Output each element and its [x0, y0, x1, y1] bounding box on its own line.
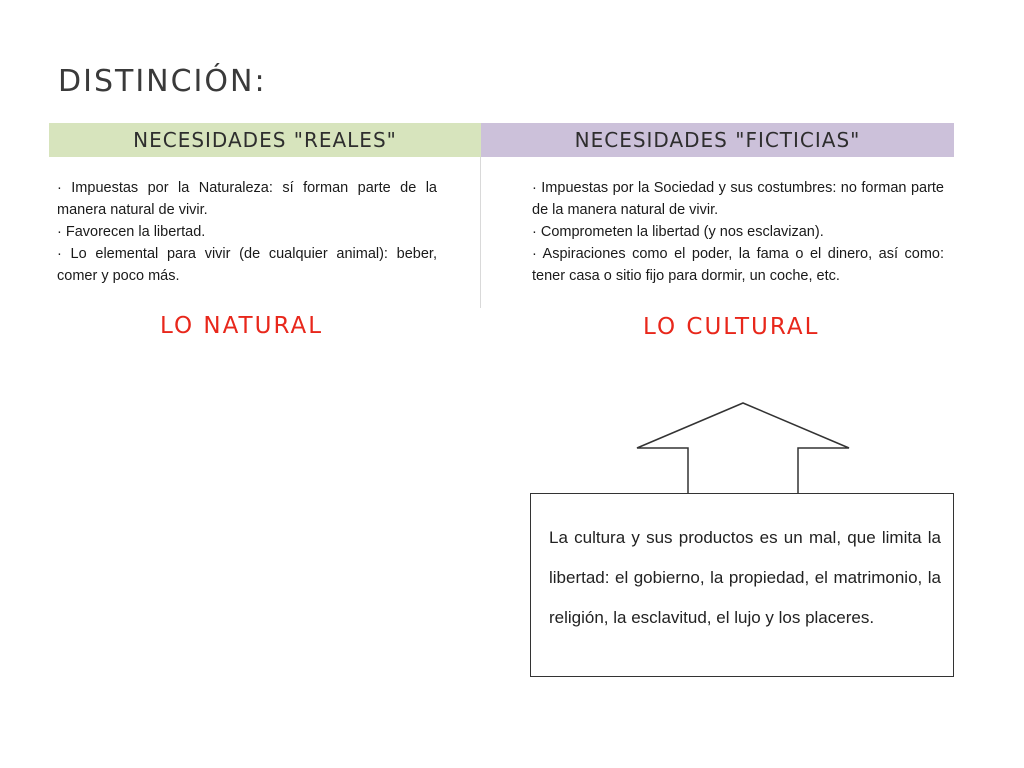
fictitious-needs-item: · Aspiraciones como el poder, la fama o el dinero, así como: tener casa o sitio fijo para dormir, un coche, etc. — [532, 246, 944, 284]
culture-note-box — [530, 493, 954, 677]
up-arrow-icon — [636, 402, 850, 495]
needs-table — [49, 123, 954, 308]
culture-note-rest: , que limita la libertad: el gobierno, la propiedad, el matrimonio, la religión, la esclavitud, el lujo y los placeres. — [549, 528, 941, 627]
page-title: DISTINCIÓN: — [58, 64, 267, 99]
fictitious-needs-item: · Impuestas por la Sociedad y sus costumbres: no forman parte de la manera natural de vivir. — [532, 180, 944, 218]
real-needs-list — [57, 177, 437, 287]
column-divider — [480, 157, 481, 308]
header-fictitious-needs: NECESIDADES "FICTICIAS" — [481, 123, 954, 157]
caption-cultural: LO CULTURAL — [643, 314, 820, 340]
fictitious-needs-list — [532, 177, 944, 287]
fictitious-needs-item: · Comprometen la libertad (y nos esclavizan). — [532, 224, 824, 240]
header-real-needs: NECESIDADES "REALES" — [49, 123, 481, 157]
real-needs-item: · Lo elemental para vivir (de cualquier animal): beber, comer y poco más. — [57, 246, 437, 284]
real-needs-item: · Favorecen la libertad. — [57, 224, 206, 240]
real-needs-item: · Impuestas por la Naturaleza: sí forman parte de la manera natural de vivir. — [57, 180, 437, 218]
culture-note — [549, 518, 941, 638]
culture-note-emphasis: La cultura y sus productos es un mal — [549, 528, 837, 547]
caption-natural: LO NATURAL — [160, 313, 324, 339]
